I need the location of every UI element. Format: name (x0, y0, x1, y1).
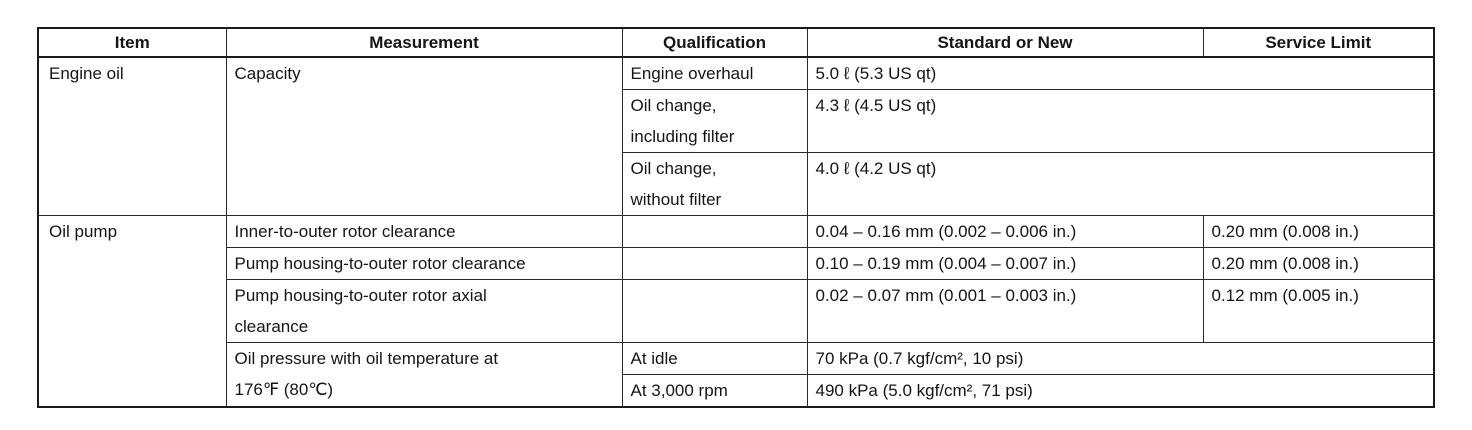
qualification-line: Oil change, (630, 96, 717, 115)
standard-cell: 4.3 ℓ (4.5 US qt) (807, 90, 1434, 153)
measurement-cell (226, 280, 622, 343)
measurement-cell: Capacity (226, 57, 622, 216)
standard-cell: 0.04 – 0.16 mm (0.002 – 0.006 in.) (807, 216, 1203, 248)
table-row (38, 280, 1434, 343)
table-row (38, 216, 1434, 248)
service-limit-cell: 0.12 mm (0.005 in.) (1203, 280, 1434, 343)
standard-cell: 490 kPa (5.0 kgf/cm², 71 psi) (807, 375, 1434, 408)
measurement-cell: Pump housing-to-outer rotor clearance (226, 248, 622, 280)
qualification-cell: Engine overhaul (622, 57, 807, 90)
measurement-line: Pump housing-to-outer rotor axial (234, 286, 487, 305)
service-limit-cell: 0.20 mm (0.008 in.) (1203, 248, 1434, 280)
header-qualification: Qualification (622, 28, 807, 57)
table-row (38, 343, 1434, 375)
qualification-cell: At idle (622, 343, 807, 375)
standard-cell: 70 kPa (0.7 kgf/cm², 10 psi) (807, 343, 1434, 375)
qualification-cell: At 3,000 rpm (622, 375, 807, 408)
header-row (38, 28, 1434, 57)
qualification-line: including filter (630, 127, 735, 146)
header-standard: Standard or New (807, 28, 1203, 57)
specifications-table (37, 27, 1435, 408)
measurement-line: 176℉ (80℃) (234, 380, 334, 399)
standard-cell: 0.10 – 0.19 mm (0.004 – 0.007 in.) (807, 248, 1203, 280)
qualification-cell (622, 248, 807, 280)
measurement-line: clearance (234, 317, 309, 336)
service-limit-cell: 0.20 mm (0.008 in.) (1203, 216, 1434, 248)
qualification-cell (622, 216, 807, 248)
qualification-cell (622, 90, 807, 153)
qualification-cell (622, 153, 807, 216)
header-measurement: Measurement (226, 28, 622, 57)
qualification-line: Oil change, (630, 159, 717, 178)
measurement-line: Oil pressure with oil temperature at (234, 349, 499, 368)
measurement-cell: Inner-to-outer rotor clearance (226, 216, 622, 248)
standard-cell: 0.02 – 0.07 mm (0.001 – 0.003 in.) (807, 280, 1203, 343)
qualification-line: without filter (630, 190, 722, 209)
item-cell: Engine oil (38, 57, 226, 216)
measurement-cell (226, 343, 622, 408)
header-item: Item (38, 28, 226, 57)
standard-cell: 5.0 ℓ (5.3 US qt) (807, 57, 1434, 90)
qualification-cell (622, 280, 807, 343)
item-cell: Oil pump (38, 216, 226, 408)
table-row (38, 57, 1434, 90)
header-service-limit: Service Limit (1203, 28, 1434, 57)
table-row (38, 248, 1434, 280)
standard-cell: 4.0 ℓ (4.2 US qt) (807, 153, 1434, 216)
